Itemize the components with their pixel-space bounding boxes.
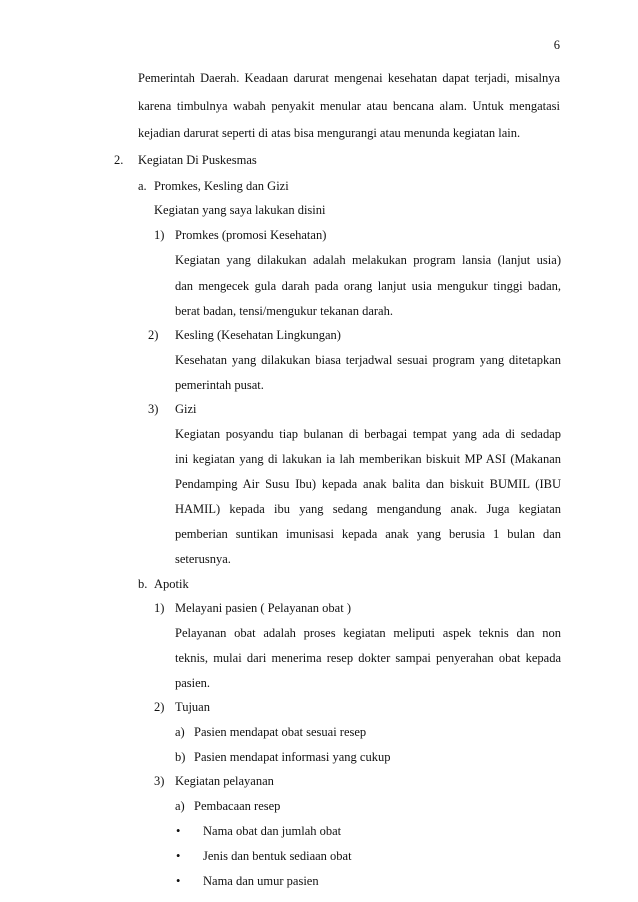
paragraph-line: Kegiatan yang saya lakukan disini [154, 203, 326, 217]
list-marker: b) [175, 750, 186, 764]
list-marker: 2) [148, 328, 159, 342]
paragraph-line: seterusnya. [175, 552, 231, 566]
item-title: Promkes (promosi Kesehatan) [175, 228, 327, 242]
paragraph-line: pemerintah pusat. [175, 378, 264, 392]
paragraph-line: Pemerintah Daerah. Keadaan darurat mengenai kesehatan dapat terjadi, misalnya [138, 71, 560, 85]
list-item: Nama obat dan jumlah obat [203, 824, 342, 838]
paragraph-line: kejadian darurat seperti di atas bisa mengurangi atau menunda kegiatan lain. [138, 126, 521, 140]
paragraph-line: Pelayanan obat adalah proses kegiatan meliputi aspek teknis dan non [175, 626, 561, 640]
paragraph-line: pemberian suntikan imunisasi kepada anak yang berusia 1 bulan dan [175, 527, 561, 541]
paragraph-line: Kegiatan yang dilakukan adalah melakukan program lansia (lanjut usia) [175, 253, 561, 267]
list-marker: a. [138, 179, 147, 193]
paragraph-line: dan mengecek gula darah pada orang lanjut usia mengukur tinggi badan, [175, 279, 561, 293]
list-item: Nama dan umur pasien [203, 874, 319, 888]
item-title: Kesling (Kesehatan Lingkungan) [175, 328, 341, 342]
paragraph-line: ini kegiatan yang di lakukan ia lah memberikan biskuit MP ASI (Makanan [175, 452, 561, 466]
paragraph-line: Pendamping Air Susu Ibu) kepada anak balita dan biskuit BUMIL (IBU [175, 477, 561, 491]
paragraph-line: pasien. [175, 676, 211, 690]
bullet-icon: • [176, 824, 181, 838]
paragraph-line: karena timbulnya wabah penyakit menular atau bencana alam. Untuk mengatasi [138, 99, 560, 113]
item-title: Tujuan [175, 700, 210, 714]
list-item: Jenis dan bentuk sediaan obat [203, 849, 352, 863]
item-title: Melayani pasien ( Pelayanan obat ) [175, 601, 351, 615]
paragraph-line: berat badan, tensi/mengukur tekanan darah. [175, 304, 393, 318]
list-item: Pasien mendapat informasi yang cukup [194, 750, 391, 764]
page-number: 6 [553, 38, 560, 52]
list-marker: 3) [148, 402, 159, 416]
list-marker: a) [175, 799, 185, 813]
subsection-title: Apotik [154, 577, 189, 591]
item-title: Gizi [175, 402, 197, 416]
list-marker: 1) [154, 601, 165, 615]
list-marker: 3) [154, 774, 165, 788]
list-marker: 1) [154, 228, 165, 242]
list-marker: 2) [154, 700, 165, 714]
paragraph-line: HAMIL) kepada ibu yang sedang mengandung anak. Juga kegiatan [175, 502, 561, 516]
paragraph-line: Kesehatan yang dilakukan biasa terjadwal sesuai program yang ditetapkan [175, 353, 561, 367]
item-title: Kegiatan pelayanan [175, 774, 274, 788]
list-item: Pasien mendapat obat sesuai resep [194, 725, 367, 739]
bullet-icon: • [176, 874, 181, 888]
subsection-title: Promkes, Kesling dan Gizi [154, 179, 289, 193]
section-title: Kegiatan Di Puskesmas [138, 153, 257, 167]
bullet-icon: • [176, 849, 181, 863]
list-item: Pembacaan resep [194, 799, 281, 813]
list-marker: a) [175, 725, 185, 739]
section-number: 2. [114, 153, 124, 167]
paragraph-line: teknis, mulai dari menerima resep dokter sampai penyerahan obat kepada [175, 651, 561, 665]
paragraph-line: Kegiatan posyandu tiap bulanan di berbagai tempat yang ada di sedadap [175, 427, 561, 441]
list-marker: b. [138, 577, 148, 591]
